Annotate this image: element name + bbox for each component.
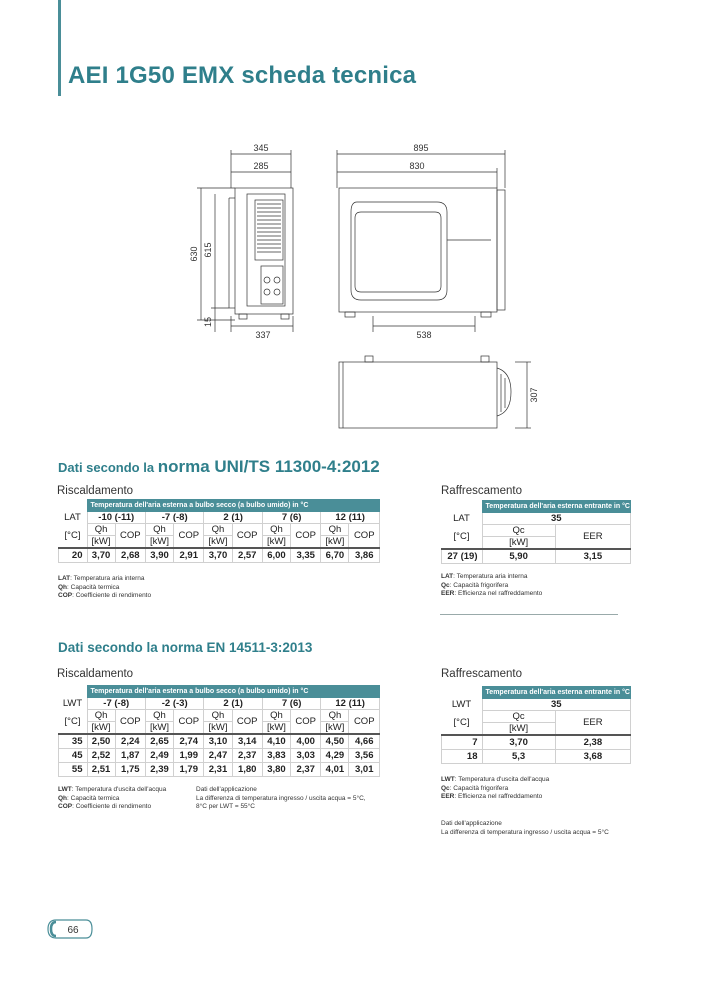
kw-unit: [kW]: [321, 536, 349, 549]
temp-col-4: 7 (6): [262, 512, 320, 524]
section1-heating-table: [58, 499, 380, 563]
page-title: AEI 1G50 EMX scheda tecnica: [68, 62, 417, 89]
dim-538: 538: [416, 330, 432, 340]
temp-col-1: -10 (-11): [87, 512, 145, 524]
dim-285: 285: [253, 161, 269, 171]
cop-header: COP: [174, 524, 204, 549]
qc-header: Qc: [482, 525, 555, 537]
section2-title: Dati secondo la norma EN 14511-3:2013: [58, 640, 313, 655]
cop-header: COP: [115, 524, 145, 549]
technical-drawing: [185, 140, 545, 440]
kw-unit: [kW]: [145, 536, 173, 549]
section1-heating-legend: LAT: Temperatura aria interna Qh: Capacità termica COP: Coefficiente di rendimento: [58, 575, 152, 599]
section1-heating-label: Riscaldamento: [57, 485, 134, 497]
eer-header: EER: [555, 525, 630, 550]
accent-bar: [58, 0, 61, 96]
section1-cooling-label: Raffrescamento: [441, 485, 522, 497]
section1-cooling-table: Temperatura dell'aria esterna entrante in °C LAT 35 [°C] Qc EER [kW] 27 (19) 5,90 3,15: [441, 500, 631, 564]
dim-15: 15: [203, 316, 213, 328]
dim-615: 615: [203, 242, 213, 258]
section2-cooling-application-note: Dati dell'applicazione La differenza di temperatura ingresso / uscita acqua = 5°C: [441, 820, 609, 836]
table-row: 20 3,70 2,68 3,90 2,91 3,70 2,57 6,00 3,35 6,70 3,86: [59, 548, 380, 563]
dim-345: 345: [253, 143, 269, 153]
table-row: 27 (19) 5,90 3,15: [442, 549, 631, 564]
table-row: 55 2,51 1,75 2,39 1,79 2,31 1,80 3,80 2,37 4,01 3,01: [59, 763, 380, 777]
section1-title-main: norma UNI/TS 11300-4:2012: [157, 457, 380, 476]
section1-cooling-header: Temperatura dell'aria esterna entrante in °C: [482, 501, 631, 513]
section1-cooling-legend: LAT: Temperatura aria interna Qc: Capacità frigorifera EER: Efficienza nel raffreddamento: [441, 573, 543, 597]
temp-col-2: -7 (-8): [145, 512, 203, 524]
table-row: 35 2,50 2,24 2,65 2,74 3,10 3,14 4,10 4,00 4,50 4,66: [59, 734, 380, 749]
section2-heating-label: Riscaldamento: [57, 668, 134, 680]
temp-col-5: 12 (11): [321, 512, 380, 524]
kw-unit: [kW]: [262, 536, 290, 549]
qh-header: Qh: [262, 524, 290, 536]
dim-630: 630: [189, 246, 199, 262]
section2-cooling-table: Temperatura dell'aria esterna entrante in °C LWT 35 [°C] Qc EER [kW] 7 3,70 2,38 18 5,3 3,68: [441, 686, 631, 764]
temp-col-3: 2 (1): [204, 512, 262, 524]
lat-label: LAT: [64, 512, 81, 523]
table-row: 45 2,52 1,87 2,49 1,99 2,47 2,37 3,83 3,03 4,29 3,56: [59, 749, 380, 763]
qh-header: Qh: [204, 524, 232, 536]
section2-application-note: Dati dell'applicazione La differenza di temperatura ingresso / uscita acqua = 5°C, 8°C per LWT = 55°C: [196, 786, 366, 810]
section2-heating-header: Temperatura dell'aria esterna a bulbo secco (a bulbo umido) in °C: [87, 686, 380, 698]
kw-unit: [kW]: [204, 536, 232, 549]
cop-header: COP: [232, 524, 262, 549]
dim-895: 895: [413, 143, 429, 153]
section1-title-prefix: Dati secondo la: [58, 460, 158, 475]
qh-header: Qh: [145, 524, 173, 536]
section2-cooling-label: Raffrescamento: [441, 668, 522, 680]
table-row: 18 5,3 3,68: [442, 750, 631, 764]
cop-header: COP: [291, 524, 321, 549]
cop-header: COP: [349, 524, 380, 549]
section1-heating-header: Temperatura dell'aria esterna a bulbo secco (a bulbo umido) in °C: [87, 500, 380, 512]
table-row: 7 3,70 2,38: [442, 735, 631, 750]
lat-unit: [°C]: [64, 529, 81, 541]
lwt-label: LWT: [62, 698, 83, 709]
page-number: 66: [67, 925, 79, 936]
page-number-badge: [46, 918, 94, 940]
dim-307: 307: [529, 387, 539, 403]
dim-337: 337: [255, 330, 271, 340]
section2-heating-legend: LWT: Temperatura d'uscita dell'acqua Qh: Capacità termica COP: Coefficiente di rendimento: [58, 786, 167, 810]
section2-heating-table: Temperatura dell'aria esterna a bulbo secco (a bulbo umido) in °C LWT -7 (-8) -2 (-3) 2 (1) 7 (6) 12 (11) [°C] Qh COP Qh COP Qh COP Qh COP Qh COP [kW] [kW] [kW] [kW] [kW] 35 2,50 2,24 2,65 2,74 3,10 3,14 4,10 4,00 4,50 4,66 45 2,52 1,87 2,49 1,99 2,47 2,37 3,83 3,03 4,29 3,56 55 2,51 1,75 2,39 1,79 2,31 1,80 3,80 2,37 4,01 3,01: [58, 685, 380, 777]
divider: [440, 614, 618, 615]
qh-header: Qh: [321, 524, 349, 536]
dim-830: 830: [409, 161, 425, 171]
section2-cooling-legend: LWT: Temperatura d'uscita dell'acqua Qc: Capacità frigorifera EER: Efficienza nel raffreddamento: [441, 776, 550, 800]
qh-header: Qh: [87, 524, 115, 536]
cool-temp: 35: [482, 513, 631, 525]
kw-unit: [kW]: [87, 536, 115, 549]
section1-title: [58, 457, 380, 477]
